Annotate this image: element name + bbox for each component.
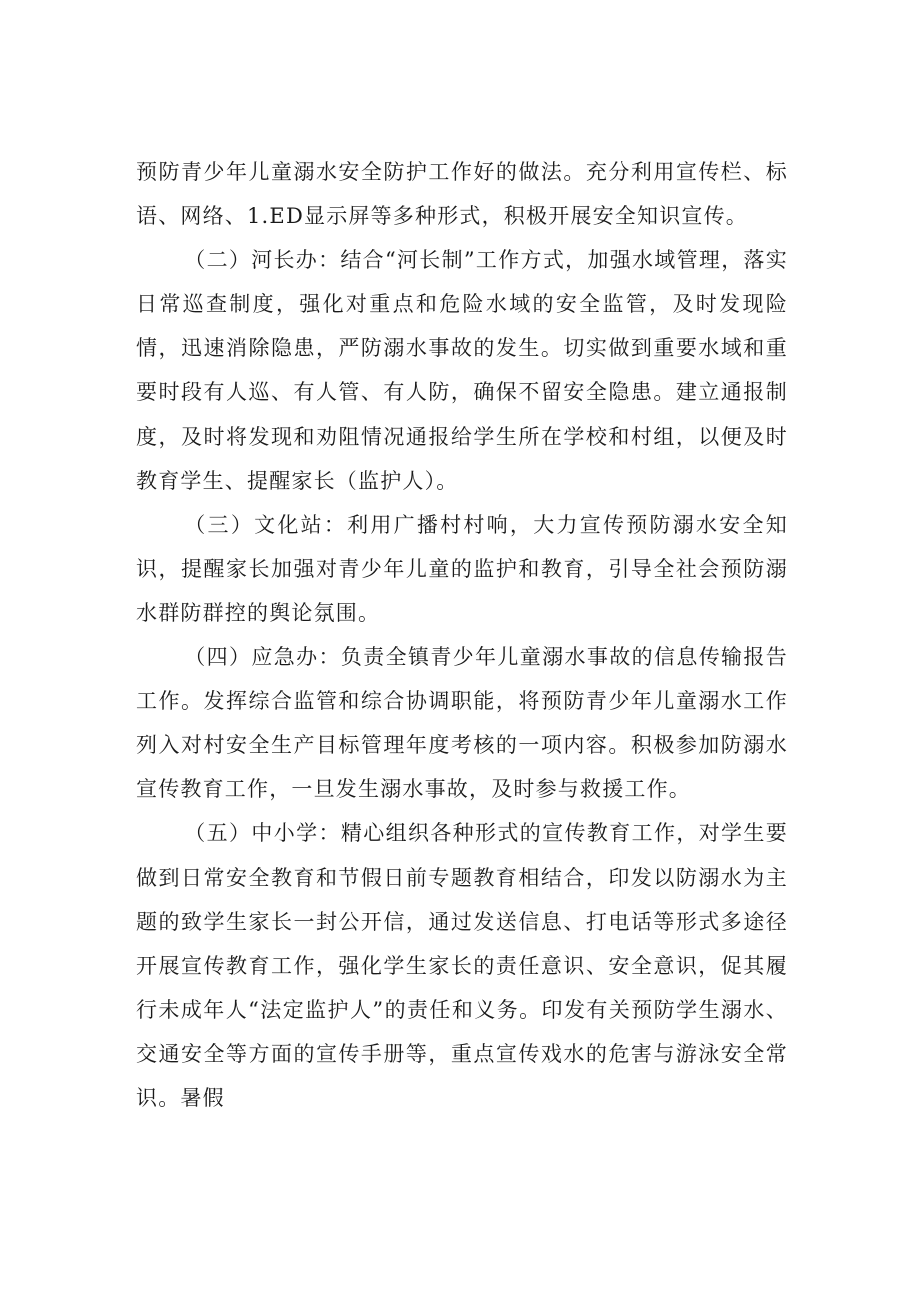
paragraph-river-chief-office: （二）河长办：结合“河长制”工作方式，加强水域管理，落实日常巡查制度，强化对重点和危险水域的安全监管，及时发现险情，迅速消除隐患，严防溺水事故的发生。切实做到重要水域和重要时段有人巡、有人管、有人防，确保不留安全隐患。建立通报制度，及时将发现和劝阻情况通报给学生所在学校和村组，以便及时教育学生、提醒家长（监护人）。 xyxy=(136,248,788,493)
paragraph-cultural-station: （三）文化站：利用广播村村响，大力宣传预防溺水安全知识，提醒家长加强对青少年儿童的监护和教育，引导全社会预防溺水群防群控的舆论氛围。 xyxy=(136,512,788,625)
document-body xyxy=(136,150,788,1120)
paragraph-emergency-office: （四）应急办：负责全镇青少年儿童溺水事故的信息传输报告工作。发挥综合监管和综合协调职能，将预防青少年儿童溺水工作列入对村安全生产目标管理年度考核的一项内容。积极参加防溺水宣传教育工作，一旦发生溺水事故，及时参与救援工作。 xyxy=(136,645,788,802)
paragraph-schools: （五）中小学：精心组织各种形式的宣传教育工作，对学生要做到日常安全教育和节假日前专题教育相结合，印发以防溺水为主题的致学生家长一封公开信，通过发送信息、打电话等形式多途径开展宣传教育工作，强化学生家长的责任意识、安全意识，促其履行未成年人“法定监护人”的责任和义务。印发有关预防学生溺水、交通安全等方面的宣传手册等，重点宣传戏水的危害与游泳安全常识。暑假 xyxy=(136,821,788,1110)
paragraph-intro-continuation: 预防青少年儿童溺水安全防护工作好的做法。充分利用宣传栏、标语、网络、1.ED显示屏等多种形式，积极开展安全知识宣传。 xyxy=(136,160,788,229)
